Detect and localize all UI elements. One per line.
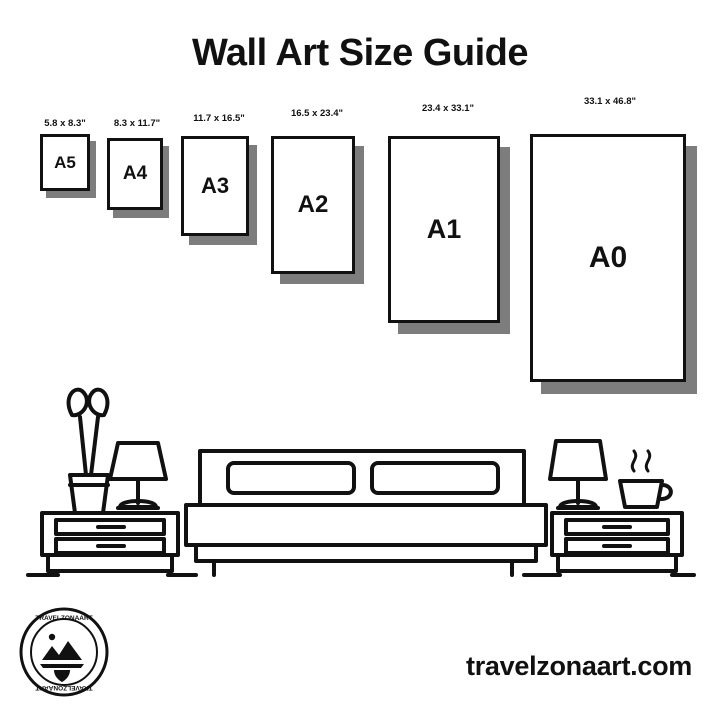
frame-label: A2 bbox=[297, 191, 329, 218]
page-title: Wall Art Size Guide bbox=[191, 32, 529, 74]
coffee-cup bbox=[620, 451, 671, 507]
frame-group-a5 bbox=[34, 118, 96, 198]
frame-label: A0 bbox=[588, 241, 628, 274]
frame-label: A1 bbox=[426, 214, 462, 244]
frame-label: A5 bbox=[54, 152, 76, 172]
website-url[interactable]: travelzonaart.com bbox=[466, 651, 692, 681]
frame-dimension-label: 16.5 x 23.4" bbox=[290, 108, 344, 119]
bed bbox=[186, 451, 546, 575]
right-table-lamp bbox=[550, 441, 606, 508]
frame-a2[interactable] bbox=[271, 136, 355, 274]
left-nightstand bbox=[42, 513, 178, 571]
bedroom-scene bbox=[0, 375, 720, 600]
frame-label: A4 bbox=[122, 163, 148, 184]
frame-group-a4 bbox=[98, 118, 176, 220]
frame-dimension-label: 5.8 x 8.3" bbox=[44, 118, 86, 129]
frame-a5[interactable] bbox=[40, 134, 90, 191]
frame-group-a2 bbox=[262, 108, 372, 288]
frame-dimension-label: 33.1 x 46.8" bbox=[583, 96, 637, 107]
frame-group-a3 bbox=[173, 113, 265, 249]
logo-text-top: TRAVELZONAART bbox=[35, 615, 93, 622]
left-table-lamp bbox=[110, 443, 166, 508]
frame-dimension-label: 11.7 x 16.5" bbox=[193, 113, 245, 124]
frame-group-a0 bbox=[519, 96, 701, 396]
frame-dimension-label: 8.3 x 11.7" bbox=[113, 118, 161, 129]
frame-label: A3 bbox=[200, 173, 230, 198]
frame-a0[interactable] bbox=[530, 134, 686, 382]
frame-a1[interactable] bbox=[388, 136, 500, 323]
bedroom-illustration bbox=[0, 375, 720, 600]
frame-a4[interactable] bbox=[107, 138, 163, 210]
right-nightstand bbox=[552, 513, 682, 571]
frame-a3[interactable] bbox=[181, 136, 249, 236]
logo-badge-icon bbox=[18, 606, 110, 698]
plant-vase bbox=[69, 390, 108, 513]
frame-group-a1 bbox=[378, 103, 518, 341]
logo-text-bottom: TRAVELZONAART bbox=[35, 684, 93, 691]
brand-logo bbox=[18, 606, 110, 698]
frame-dimension-label: 23.4 x 33.1" bbox=[421, 103, 475, 114]
